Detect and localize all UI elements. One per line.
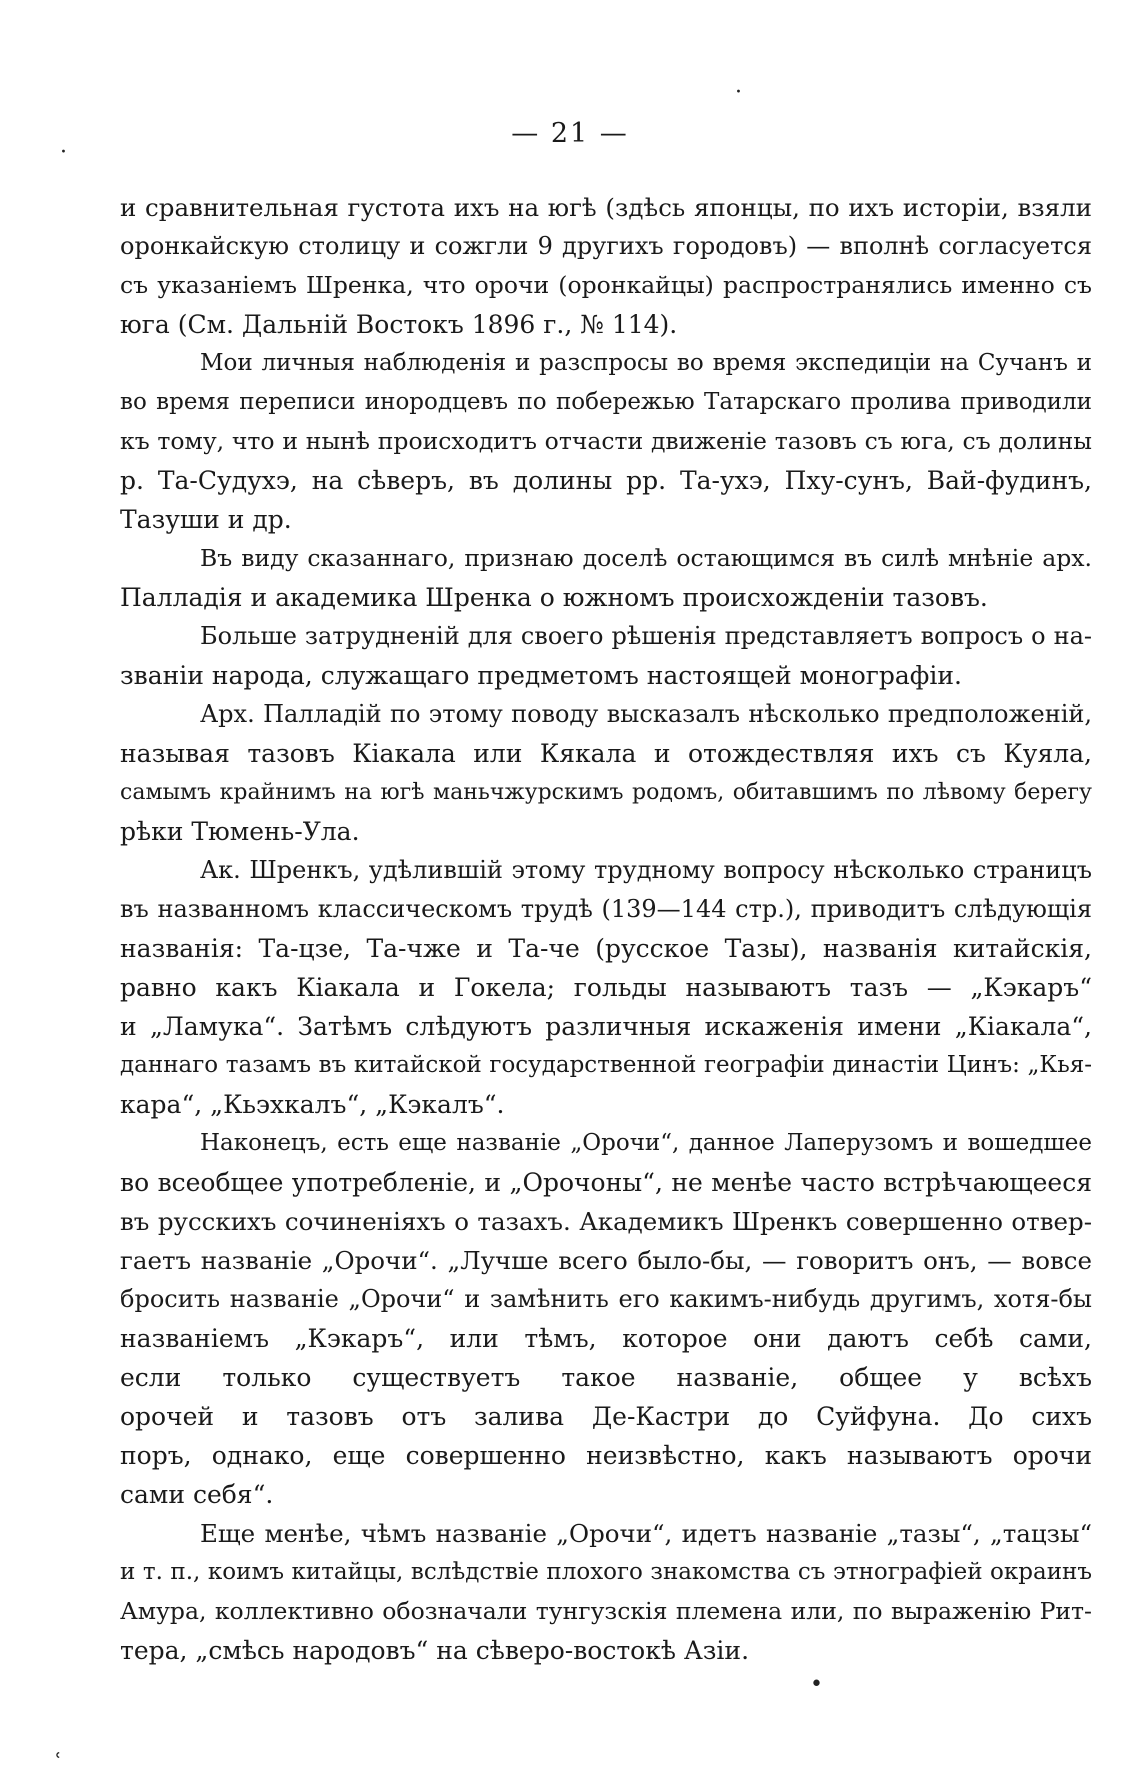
text-line: называя тазовъ Кіакала или Кякала и отождествляя ихъ съ Куяла, <box>120 739 1092 768</box>
text-line: если только существуетъ такое названіе, общее у всѣхъ <box>120 1363 1092 1392</box>
text-line: равно какъ Кіакала и Гокела; гольды называютъ тазъ — „Кэкаръ“ <box>120 973 1092 1002</box>
text-line: въ русскихъ сочиненіяхъ о тазахъ. Академикъ Шренкъ совершенно отвер- <box>120 1207 1092 1236</box>
text-line: и т. п., коимъ китайцы, вслѣдствіе плохого знакомства съ этнографіей окраинъ <box>120 1559 1092 1585</box>
text-line: Мои личныя наблюденія и разспросы во время экспедиціи на Сучанъ и <box>200 350 1092 376</box>
paragraph <box>120 344 1092 539</box>
text-line: Ак. Шренкъ, удѣлившій этому трудному вопросу нѣсколько страницъ <box>200 856 1092 884</box>
text-line: бросить названіе „Орочи“ и замѣнить его какимъ-нибудь другимъ, хотя-бы <box>120 1285 1092 1313</box>
text-line: во всеобщее употребленіе, и „Орочоны“, не менѣе часто встрѣчающееся <box>120 1168 1092 1197</box>
paragraph <box>120 1124 1092 1514</box>
text-line: названіемъ „Кэкаръ“, или тѣмъ, которое они даютъ себѣ сами, <box>120 1324 1092 1353</box>
text-line: даннаго тазамъ въ китайской государственной географіи династіи Цинъ: „Кья- <box>120 1052 1092 1078</box>
margin-mark: • <box>810 1672 823 1697</box>
text-line: Тазуши и др. <box>120 505 292 534</box>
text-line: юга (См. Дальній Востокъ 1896 г., № 114). <box>120 310 678 339</box>
paragraph <box>120 188 1092 344</box>
paragraph <box>120 695 1092 851</box>
body-text <box>120 188 1092 1670</box>
text-line: самымъ крайнимъ на югѣ маньчжурскимъ родомъ, обитавшимъ по лѣвому берегу <box>120 780 1092 805</box>
paragraph <box>120 851 1092 1124</box>
margin-mark: · <box>60 140 67 165</box>
text-line: сами себя“. <box>120 1480 274 1509</box>
margin-mark: ʿ <box>55 1750 62 1775</box>
text-line: тера, „смѣсь народовъ“ на сѣверо-востокѣ Азіи. <box>120 1636 750 1665</box>
text-line: Наконецъ, есть еще названіе „Орочи“, данное Лаперузомъ и вошедшее <box>200 1130 1092 1156</box>
text-line: Въ виду сказаннаго, признаю доселѣ остающимся въ силѣ мнѣніе арх. <box>200 544 1092 572</box>
text-line: Палладія и академика Шренка о южномъ происхожденіи тазовъ. <box>120 583 988 612</box>
text-line: кара“, „Кьэхкалъ“, „Кэкалъ“. <box>120 1090 505 1119</box>
text-line: поръ, однако, еще совершенно неизвѣстно, какъ называютъ орочи <box>120 1441 1092 1470</box>
text-line: названія: Та-цзе, Та-чже и Та-че (русское Тазы), названія китайскія, <box>120 934 1092 963</box>
paragraph <box>120 1514 1092 1670</box>
text-line: въ названномъ классическомъ трудѣ (139—144 стр.), приводитъ слѣдующія <box>120 895 1092 923</box>
page-number: — 21 — <box>511 118 629 149</box>
text-line: къ тому, что и нынѣ происходитъ отчасти движеніе тазовъ съ юга, съ долины <box>120 427 1092 455</box>
text-line: гаетъ названіе „Орочи“. „Лучше всего было-бы, — говоритъ онъ, — вовсе <box>120 1246 1092 1275</box>
text-line: и „Ламука“. Затѣмъ слѣдуютъ различныя искаженія имени „Кіакала“, <box>120 1012 1092 1041</box>
text-line: съ указаніемъ Шренка, что орочи (оронкайцы) распространялись именно съ <box>120 271 1092 299</box>
text-line: рѣки Тюмень-Ула. <box>120 817 360 846</box>
text-line: Амура, коллективно обозначали тунгузскія племена или, по выраженію Рит- <box>120 1597 1092 1625</box>
text-line: во время переписи инородцевъ по побережью Татарскаго пролива приводили <box>120 389 1092 415</box>
text-line: Еще менѣе, чѣмъ названіе „Орочи“, идетъ названіе „тазы“, „тацзы“ <box>200 1519 1092 1548</box>
text-line: Больше затрудненій для своего рѣшенія представляетъ вопросъ о на- <box>200 622 1092 650</box>
margin-mark: · <box>735 80 742 105</box>
text-line: и сравнительная густота ихъ на югѣ (здѣсь японцы, по ихъ исторіи, взяли <box>120 193 1092 222</box>
text-line: р. Та-Судухэ, на сѣверъ, въ долины рр. Та-ухэ, Пху-сунъ, Вай-фудинъ, <box>120 466 1092 495</box>
text-line: званіи народа, служащаго предметомъ настоящей монографіи. <box>120 661 962 690</box>
paragraph <box>120 539 1092 617</box>
paragraph <box>120 617 1092 695</box>
text-line: Арх. Палладій по этому поводу высказалъ нѣсколько предположеній, <box>200 700 1092 728</box>
text-line: орочей и тазовъ отъ залива Де-Кастри до Суйфуна. До сихъ <box>120 1402 1092 1431</box>
text-line: оронкайскую столицу и сожгли 9 другихъ городовъ) — вполнѣ согласуется <box>120 232 1092 260</box>
